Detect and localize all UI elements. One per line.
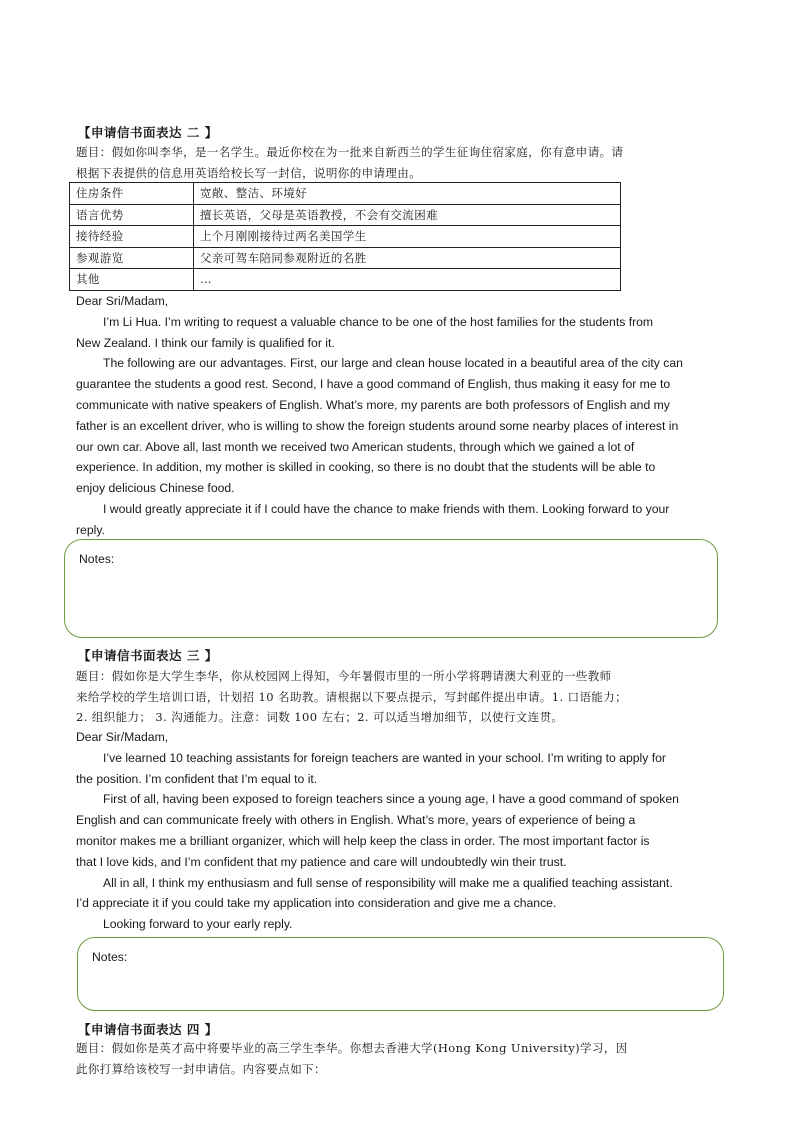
letter-line: monitor makes me a brilliant organizer, which will help keep the class in order. The most important factor is bbox=[76, 833, 650, 848]
letter-line: New Zealand. I think our family is qualified for it. bbox=[76, 335, 335, 350]
letter-line: I would greatly appreciate it if I could have the chance to make friends with them. Looking forward to your bbox=[103, 501, 670, 516]
letter-salutation: Dear Sir/Madam, bbox=[76, 730, 169, 744]
prompt-line: 题目：假如你是大学生李华，你从校园网上得知，今年暑假市里的一所小学将聘请澳大利亚的一些教师 bbox=[76, 669, 612, 683]
section-2-heading: 【申请信书面表达 二 】 bbox=[78, 125, 218, 140]
table-cell-item: 住房条件 bbox=[70, 183, 194, 205]
prompt-line: 来给学校的学生培训口语，计划招 10 名助教。请根据以下要点提示，写封邮件提出申请。1. 口语能力； bbox=[76, 689, 628, 704]
letter-line: experience. In addition, my mother is skilled in cooking, so there is no doubt that the students will be able to bbox=[76, 460, 656, 475]
letter-line: I’d appreciate it if you could take my application into consideration and give me a chance. bbox=[76, 896, 557, 911]
letter-salutation: Dear Sri/Madam, bbox=[76, 294, 169, 308]
section-4-heading: 【申请信书面表达 四 】 bbox=[78, 1022, 218, 1037]
table-cell-item: 其他 bbox=[70, 269, 194, 291]
letter-line: reply. bbox=[76, 522, 105, 537]
letter-line: our own car. Above all, last month we received two American students, through which we gained a lot of bbox=[76, 439, 635, 454]
prompt-line: 题目：假如你是英才高中将要毕业的高三学生李华。你想去香港大学(Hong Kong University)学习，因 bbox=[76, 1041, 628, 1055]
letter-line: Looking forward to your early reply. bbox=[103, 917, 293, 932]
prompt-line: 2. 组织能力； 3. 沟通能力。注意：词数 100 左右；2. 可以适当增加细节，以使行文连贯。 bbox=[76, 710, 564, 724]
table-cell-detail: 上个月刚刚接待过两名美国学生 bbox=[194, 226, 621, 248]
prompt-line: 此你打算给该校写一封申请信。内容要点如下： bbox=[76, 1061, 326, 1076]
section-2-letter bbox=[76, 291, 724, 541]
letter-line: I’ve learned 10 teaching assistants for foreign teachers are wanted in your school. I’m writing to apply for bbox=[103, 750, 666, 765]
table-cell-item: 参观游览 bbox=[70, 247, 194, 269]
letter-line: All in all, I think my enthusiasm and full sense of responsibility will make me a qualified teaching assistant. bbox=[103, 875, 673, 890]
table-row bbox=[70, 183, 621, 205]
section-3-prompt bbox=[76, 666, 721, 728]
table-cell-detail: … bbox=[194, 269, 621, 291]
letter-line: communicate with native speakers of English. What’s more, my parents are both professors of English and my bbox=[76, 397, 670, 412]
section-3-letter bbox=[76, 727, 724, 935]
section-3-heading: 【申请信书面表达 三 】 bbox=[78, 648, 218, 663]
letter-line: guarantee the students a good rest. Second, I have a good command of English, thus making it easy for me to bbox=[76, 377, 671, 392]
prompt-line: 根据下表提供的信息用英语给校长写一封信，说明你的申请理由。 bbox=[76, 165, 422, 180]
table-cell-detail: 宽敞、整洁、环境好 bbox=[194, 183, 621, 205]
letter-line: The following are our advantages. First, our large and clean house located in a beautiful area of the city can bbox=[103, 356, 683, 371]
table-cell-item: 接待经验 bbox=[70, 226, 194, 248]
letter-line: father is an excellent driver, who is willing to show the foreign students around some nearby places of interest in bbox=[76, 418, 679, 433]
letter-line: that I love kids, and I’m confident that my patience and care will undoubtedly win their trust. bbox=[76, 854, 567, 869]
notes-label: Notes: bbox=[79, 552, 115, 566]
letter-line: First of all, having been exposed to foreign teachers since a young age, I have a good command of spoken bbox=[103, 792, 679, 807]
notes-box[interactable] bbox=[77, 937, 724, 1011]
table-row bbox=[70, 247, 621, 269]
section-4-prompt bbox=[76, 1038, 721, 1079]
letter-line: English and can communicate freely with others in English. What’s more, years of experience of being a bbox=[76, 813, 636, 828]
table-cell-detail: 父亲可驾车陪同参观附近的名胜 bbox=[194, 247, 621, 269]
requirements-table bbox=[69, 182, 621, 291]
section-2-prompt bbox=[76, 142, 721, 183]
notes-label: Notes: bbox=[92, 950, 128, 964]
letter-line: I’m Li Hua. I’m writing to request a valuable chance to be one of the host families for the students from bbox=[103, 314, 654, 329]
table-row bbox=[70, 269, 621, 291]
table-cell-item: 语言优势 bbox=[70, 204, 194, 226]
letter-line: enjoy delicious Chinese food. bbox=[76, 481, 235, 496]
table-row bbox=[70, 226, 621, 248]
table-row bbox=[70, 204, 621, 226]
table-cell-detail: 擅长英语，父母是英语教授，不会有交流困难 bbox=[194, 204, 621, 226]
letter-line: the position. I’m confident that I’m equal to it. bbox=[76, 771, 318, 786]
prompt-line: 题目：假如你叫李华，是一名学生。最近你校在为一批来自新西兰的学生征询住宿家庭，你有意申请。请 bbox=[76, 145, 624, 159]
notes-box[interactable] bbox=[64, 539, 718, 638]
